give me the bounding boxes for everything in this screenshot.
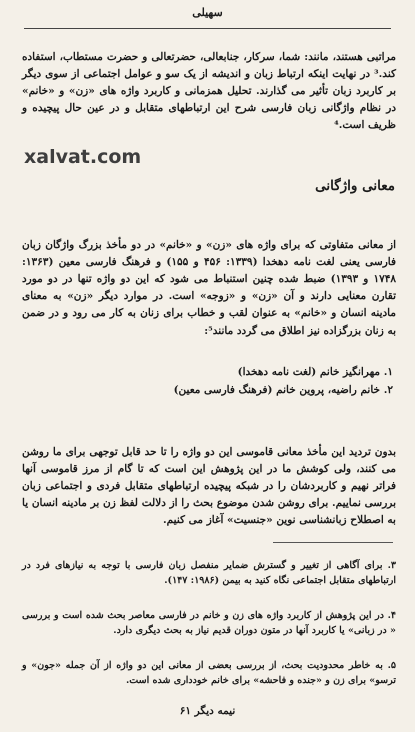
watermark: xalvat.com xyxy=(24,146,142,168)
examples-list xyxy=(174,363,393,399)
header-rule xyxy=(24,28,391,29)
body-paragraph-2: بدون تردید این مأخذ معانی قاموسی این دو واژه را تا حد قابل توجهی برای ما روشن می کنند، ولی کوشش ما در این پژوهش این است که تا گام از مرز قاموسی آنها فراتر نهیم و کاربردشان را در شبکه پیچیده ارتباطهای متقابل فردی و اجتماعی زبان بررسی نماییم. برای روشن شدن موضوع بحث را از دلالت لفظ زن بر مادینه انسان یا به اصطلاح زبانشناسی نوین «جنسیت» آغاز می کنیم. xyxy=(22,445,396,527)
body-paragraph-1: از معانی متفاوتی که برای واژه های «زن» و «خانم» در دو مأخذ بزرگ واژگان زبان فارسی یعنی لغت نامه دهخدا (۱۳۳۹: ۴۵۶ و ۱۵۵) و فرهنگ فارسی معین (۱۳۶۳: ۱۷۴۸ و ۱۳۹۳) ضبط شده چنین استنباط می شود که این دو واژه تنها در دو مورد تقارن معنایی دارند و آن «زن» و «زوجه» است. در موارد دیگر «زن» به معنای مادینه انسان و «خانم» به عنوان لقب و خطاب برای زنان به کار می رود و در ضمن به زنان بزرگزاده نیز اطلاق می گردد مانند⁵: xyxy=(22,238,396,337)
footnote-3: ۳. برای آگاهی از تغییر و گسترش ضمایر منفصل زبان فارسی با توجه به نیازهای فرد در ارتباطهای متقابل اجتماعی نگاه کنید به بیمن (۱۹۸۶: ۱۴۷). xyxy=(22,559,396,586)
footnote-4: ۴. در این پژوهش از کاربرد واژه های زن و خانم در فارسی معاصر بحث شده است و بررسی « در زبانی» یا کاربرد آنها در متون دوران قدیم نیاز به بحث دیگری دارد. xyxy=(22,609,396,636)
example-item: ۲. خانم راضیه، پروین خانم (فرهنگ فارسی معین) xyxy=(173,384,393,396)
footnote-5: ۵. به خاطر محدودیت بحث، از بررسی بعضی از معانی این دو واژه از آن جمله «جون» و ترسو» برای زن و «جنده و فاحشه» برای خانم خودداری شده است. xyxy=(22,659,396,686)
intro-paragraph: مراتبی هستند، مانند: شما، سرکار، جنابعالی، حضرتعالی و حضرت مستطاب، استفاده کند.³ در نهایت اینکه ارتباط زبان و اندیشه از یک سو و عوامل اجتماعی از سوی دیگر بر کاربرد زبان تأثیر می گذارند. تحلیل همزمانی و کاربرد واژه های «زن» و «خانم» در نظام واژگانی زبان فارسی شرح این ارتباطهای متقابل و در عین حال پیچیده و ظریف است.⁴ xyxy=(22,50,396,132)
example-item: ۱. مهرانگیز خانم (لغت نامه دهخدا) xyxy=(237,366,393,378)
page-footer: نیمه دیگر ۶۱ xyxy=(179,705,236,717)
running-header: سهیلی xyxy=(192,6,223,19)
section-title: معانی واژگانی xyxy=(315,178,395,194)
footnote-rule xyxy=(273,542,393,543)
